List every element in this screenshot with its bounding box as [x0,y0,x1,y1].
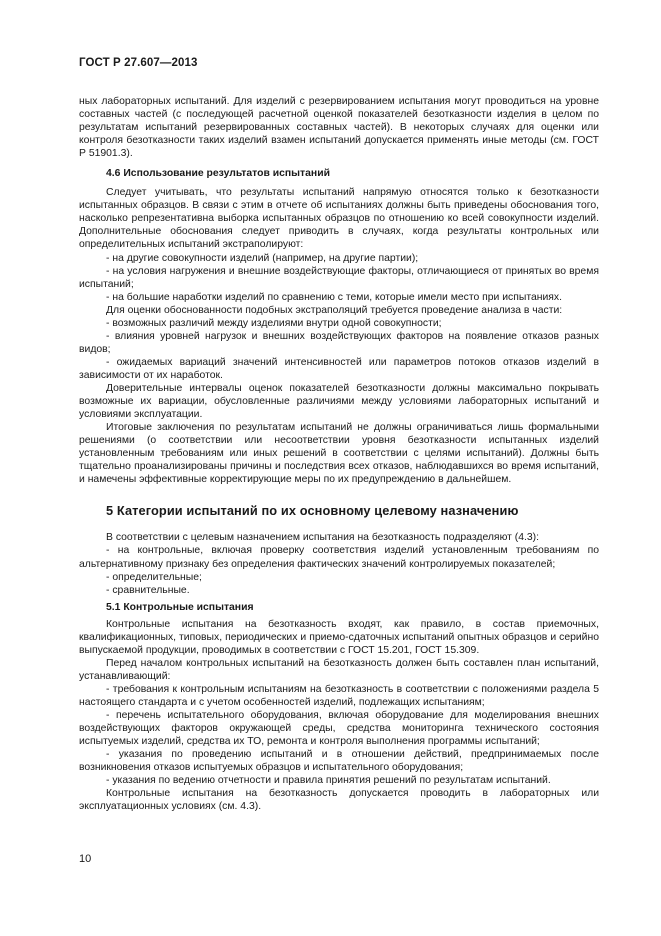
paragraph: Перед началом контрольных испытаний на безотказность должен быть составлен план испытаний, устанавливающий: [79,657,599,682]
document-body [79,95,599,813]
paragraph: Для оценки обоснованности подобных экстраполяций требуется проведение анализа в части: [106,304,563,316]
page-number: 10 [79,853,92,865]
list-item: - на другие совокупности изделий (например, на другие партии); [106,252,419,264]
section-5-1-heading: 5.1 Контрольные испытания [106,601,254,613]
paragraph: Следует учитывать, что результаты испытаний напрямую относятся только к безотказности испытанных образцов. В связи с этим в отчете об испытаниях должны быть приведены обоснования того, насколько репрезентативна выборка испытанных образцов по отношению ко всей совокупности изделий. Дополнительные обоснования следует приводить в случаях, когда результаты контрольных или определительных испытаний экстраполируют: [79,187,599,251]
list-item: - на большие наработки изделий по сравнению с теми, которые имели место при испытаниях. [106,291,562,303]
list-item: - ожидаемых вариаций значений интенсивностей или параметров потоков отказов изделий в зависимости от их наработок. [79,356,599,381]
paragraph: Контрольные испытания на безотказность допускается проводить в лабораторных или эксплуатационных условиях (см. 4.3). [79,788,599,813]
section-5-heading: 5 Категории испытаний по их основному целевому назначению [106,503,519,519]
paragraph: Контрольные испытания на безотказность входят, как правило, в состав приемочных, квалификационных, типовых, периодических и приемо-сдаточных испытаний опытных образцов и серийно выпускаемой продукции, проводимых в соответствии с ГОСТ 15.201, ГОСТ 15.309. [79,618,599,656]
list-item: - сравнительные. [106,584,190,596]
list-item: - указания по ведению отчетности и правила принятия решений по результатам испытаний. [106,775,551,787]
paragraph: Итоговые заключения по результатам испытаний не должны ограничиваться лишь формальными решениями (о соответствии или несоответствии уровня безотказности испытанных изделий установленным требованиям или иных решений в соответствии с целями испытаний). Должны быть тщательно проанализированы причины и последствия всех отказов, наблюдавшихся во время испытаний, и намечены эффективные корректирующие меры по их предупреждению в дальнейшем. [79,422,599,486]
paragraph-intro: ных лабораторных испытаний. Для изделий с резервированием испытания могут проводиться на уровне составных частей (с последующей расчетной оценкой показателей безотказности изделия в целом по результатам испытаний резервированных составных частей). В некоторых случаях для оценки или контроля безотказности таких изделий взамен испытаний допускается применять иные методы (см. ГОСТ Р 51901.3). [79,96,599,160]
list-item: - на контрольные, включая проверку соответствия изделий установленным требованиям по альтернативному признаку без определения фактических значений контролируемых показателей; [79,545,599,570]
paragraph: В соответствии с целевым назначением испытания на безотказность подразделяют (4.3): [106,532,540,544]
list-item: - требования к контрольным испытаниям на безотказность в соответствии с положениями раздела 5 настоящего стандарта и с учетом особенностей изделий, подлежащих испытаниям; [79,683,599,708]
list-item: - на условия нагружения и внешние воздействующие факторы, отличающиеся от принятых во время испытаний; [79,265,599,290]
list-item: - влияния уровней нагрузок и внешних воздействующих факторов на появление отказов разных видов; [79,330,599,355]
list-item: - возможных различий между изделиями внутри одной совокупности; [106,317,442,329]
list-item: - определительные; [106,571,202,583]
document-header: ГОСТ Р 27.607—2013 [79,57,198,69]
list-item: - перечень испытательного оборудования, включая оборудование для моделирования внешних воздействующих факторов окружающей среды, средства мониторинга технического состояния испытуемых изделий, средства их ТО, ремонта и контроля выполнения программы испытаний; [79,710,599,748]
list-item: - указания по проведению испытаний и в отношении действий, предпринимаемых после возникновения отказов испытуемых образцов и испытательного оборудования; [79,749,599,774]
paragraph: Доверительные интервалы оценок показателей безотказности должны максимально покрывать возможные их вариации, обусловленные различиями между условиями лабораторных испытаний и условиями эксплуатации. [79,382,599,421]
section-4-6-heading: 4.6 Использование результатов испытаний [106,168,330,180]
